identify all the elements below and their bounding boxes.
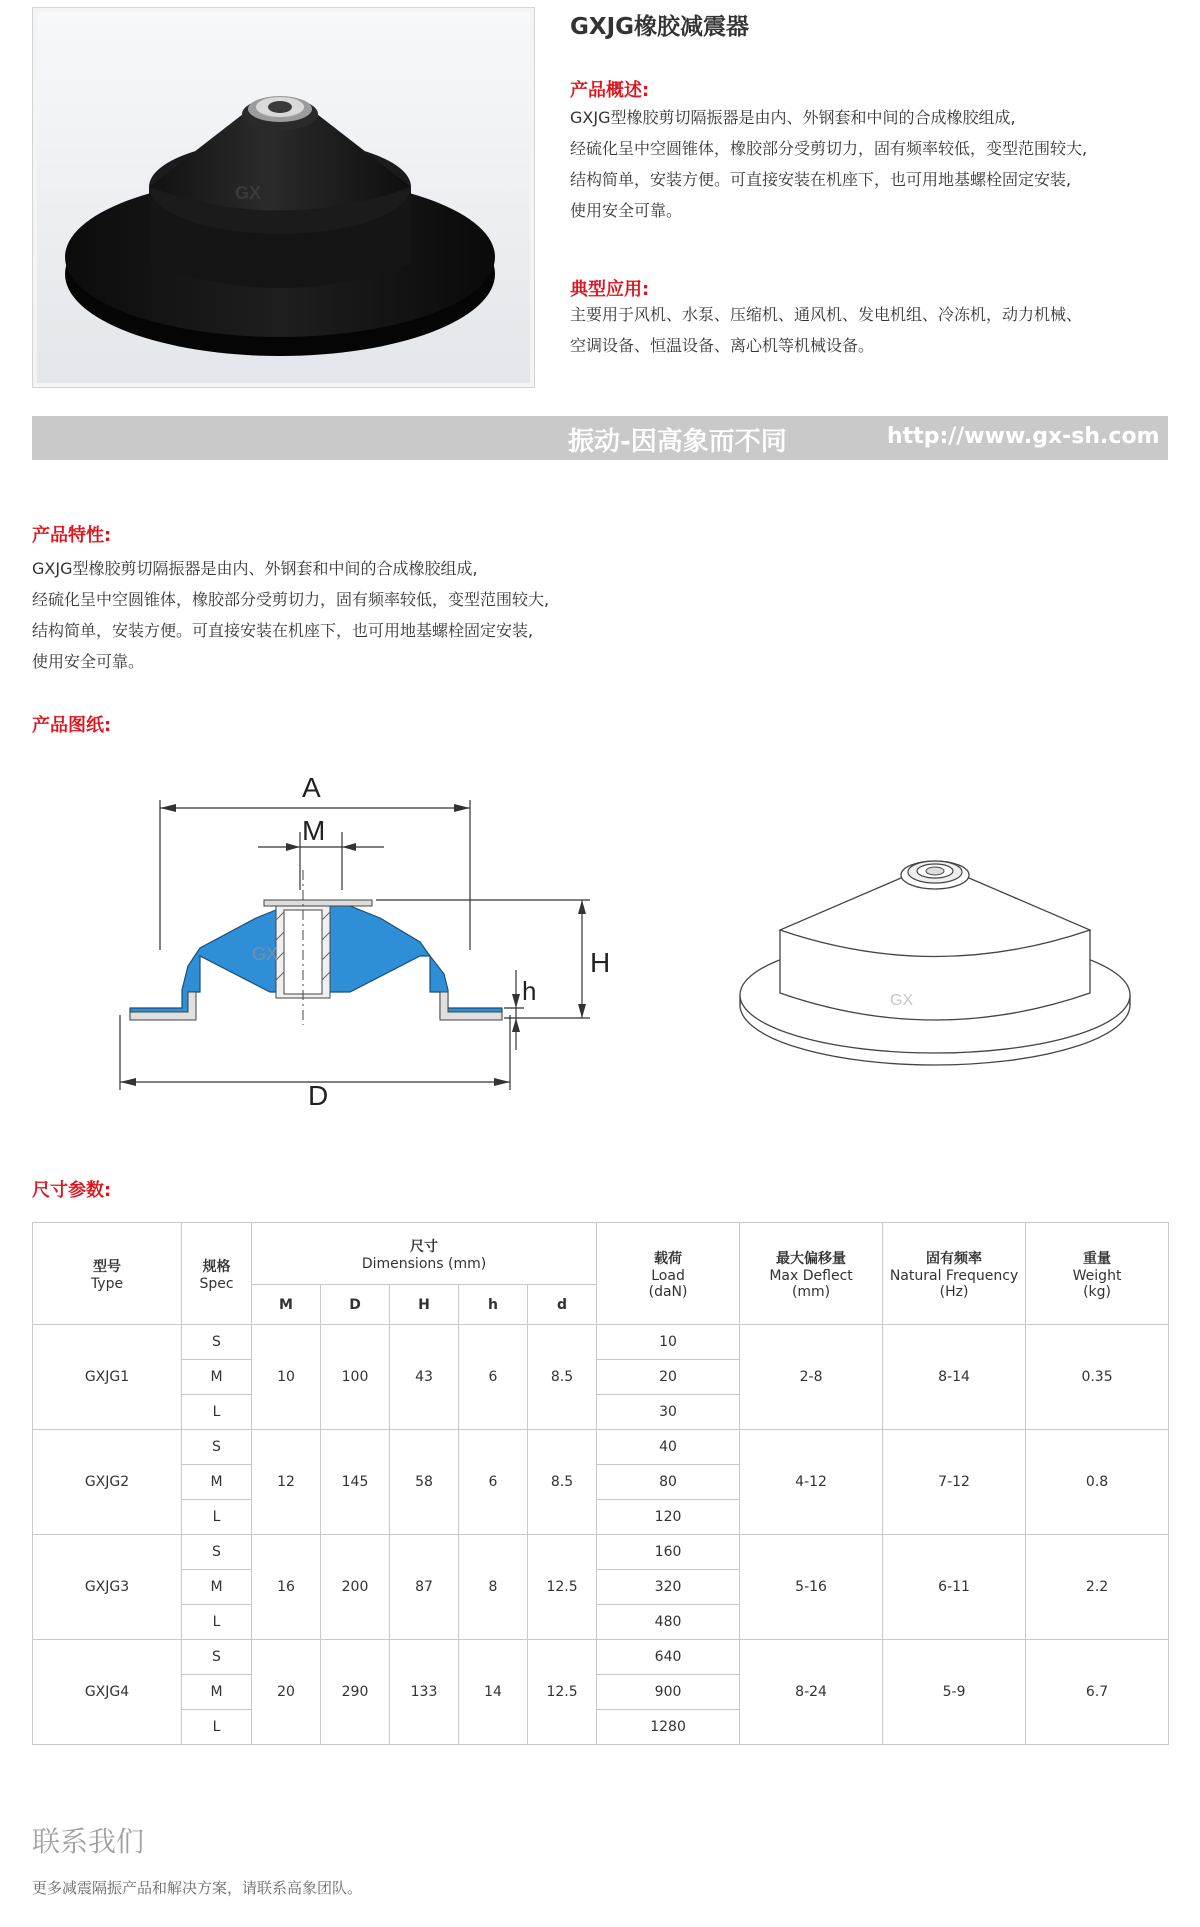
application-line: 空调设备、恒温设备、离心机等机械设备。	[570, 336, 875, 355]
cell-big-h: 87	[390, 1535, 459, 1640]
dim-label-small-h: h	[522, 976, 537, 1006]
overview-line: 结构简单，安装方便。可直接安装在机座下，也可用地基螺栓固定安装,	[570, 170, 1072, 189]
header-sub-small-h: h	[459, 1285, 528, 1325]
cell-load: 40	[597, 1430, 740, 1465]
cell-spec: S	[182, 1640, 252, 1675]
cell-m: 10	[252, 1325, 321, 1430]
header-dimensions: 尺寸 Dimensions (mm)	[252, 1223, 597, 1285]
technical-drawing	[100, 760, 640, 1110]
cell-frequency: 7-12	[883, 1430, 1026, 1535]
cell-load: 10	[597, 1325, 740, 1360]
cell-model: GXJG3	[33, 1535, 182, 1640]
photo-watermark: GX	[235, 183, 262, 203]
cell-d: 100	[321, 1325, 390, 1430]
contact-title: 联系我们	[32, 1825, 145, 1858]
cell-load: 120	[597, 1500, 740, 1535]
cell-m: 20	[252, 1640, 321, 1745]
cell-weight: 0.8	[1026, 1430, 1169, 1535]
header-sub-big-h: H	[390, 1285, 459, 1325]
contact-text: 更多减震隔振产品和解决方案，请联系高象团队。	[32, 1879, 363, 1897]
cell-frequency: 8-14	[883, 1325, 1026, 1430]
header-frequency: 固有频率 Natural Frequency (Hz)	[883, 1223, 1026, 1325]
cell-d: 145	[321, 1430, 390, 1535]
cell-big-h: 43	[390, 1325, 459, 1430]
drawing-heading: 产品图纸:	[32, 715, 112, 736]
cell-frequency: 6-11	[883, 1535, 1026, 1640]
dim-label-m: M	[302, 815, 326, 846]
cell-d: 200	[321, 1535, 390, 1640]
cell-spec: L	[182, 1500, 252, 1535]
drawing-watermark: GX	[252, 944, 279, 964]
cell-spec: L	[182, 1395, 252, 1430]
header-sub-hole-d: d	[528, 1285, 597, 1325]
overview-text	[570, 102, 1087, 226]
product-title: GXJG橡胶减震器	[570, 14, 750, 40]
cell-load: 320	[597, 1570, 740, 1605]
cell-small-h: 8	[459, 1535, 528, 1640]
cell-spec: S	[182, 1535, 252, 1570]
table-row	[33, 1325, 1169, 1360]
cell-load: 1280	[597, 1710, 740, 1745]
cell-spec: M	[182, 1465, 252, 1500]
cell-spec: M	[182, 1570, 252, 1605]
cell-load: 640	[597, 1640, 740, 1675]
table-row	[33, 1535, 1169, 1570]
header-sub-m: M	[252, 1285, 321, 1325]
feature-line: 使用安全可靠。	[32, 652, 145, 671]
cell-load: 160	[597, 1535, 740, 1570]
table-row	[33, 1430, 1169, 1465]
cell-spec: S	[182, 1430, 252, 1465]
cell-load: 20	[597, 1360, 740, 1395]
feature-line: 结构简单，安装方便。可直接安装在机座下，也可用地基螺栓固定安装,	[32, 621, 534, 640]
cell-m: 12	[252, 1430, 321, 1535]
features-text	[32, 553, 549, 677]
rubber-mount-render	[37, 12, 532, 385]
cell-load: 30	[597, 1395, 740, 1430]
banner-url[interactable]: http://www.gx-sh.com	[887, 424, 1160, 449]
cell-model: GXJG4	[33, 1640, 182, 1745]
overview-line: 经硫化呈中空圆锥体，橡胶部分受剪切力，固有频率较低，变型范围较大,	[570, 139, 1088, 158]
cell-load: 480	[597, 1605, 740, 1640]
cell-small-h: 14	[459, 1640, 528, 1745]
header-spec: 规格 Spec	[182, 1223, 252, 1325]
cell-weight: 6.7	[1026, 1640, 1169, 1745]
spec-heading: 尺寸参数:	[32, 1180, 112, 1201]
outline-watermark: GX	[890, 992, 914, 1009]
cell-spec: L	[182, 1710, 252, 1745]
cell-big-h: 133	[390, 1640, 459, 1745]
cell-deflect: 4-12	[740, 1430, 883, 1535]
feature-line: GXJG型橡胶剪切隔振器是由内、外钢套和中间的合成橡胶组成,	[32, 559, 478, 578]
cell-load: 80	[597, 1465, 740, 1500]
header-weight: 重量 Weight (kg)	[1026, 1223, 1169, 1325]
banner-slogan: 振动-因高象而不同	[568, 427, 787, 457]
slogan-banner	[32, 416, 1168, 460]
cell-weight: 0.35	[1026, 1325, 1169, 1430]
header-sub-d: D	[321, 1285, 390, 1325]
application-heading: 典型应用:	[570, 279, 650, 300]
application-line: 主要用于风机、水泵、压缩机、通风机、发电机组、冷冻机，动力机械、	[570, 305, 1083, 324]
cell-deflect: 8-24	[740, 1640, 883, 1745]
product-photo	[32, 7, 535, 388]
feature-line: 经硫化呈中空圆锥体，橡胶部分受剪切力，固有频率较低，变型范围较大,	[32, 590, 550, 609]
cell-load: 900	[597, 1675, 740, 1710]
cell-spec: M	[182, 1360, 252, 1395]
table-row	[33, 1640, 1169, 1675]
cell-weight: 2.2	[1026, 1535, 1169, 1640]
cell-deflect: 5-16	[740, 1535, 883, 1640]
dim-label-big-h: H	[590, 947, 611, 978]
dim-label-d: D	[308, 1080, 329, 1110]
dim-label-a: A	[302, 772, 321, 803]
overview-line: GXJG型橡胶剪切隔振器是由内、外钢套和中间的合成橡胶组成,	[570, 108, 1016, 127]
cell-small-h: 6	[459, 1325, 528, 1430]
application-text	[570, 299, 1082, 361]
cell-hole-d: 12.5	[528, 1535, 597, 1640]
header-deflect: 最大偏移量 Max Deflect (mm)	[740, 1223, 883, 1325]
spec-table	[32, 1222, 1169, 1745]
cell-spec: L	[182, 1605, 252, 1640]
cell-spec: M	[182, 1675, 252, 1710]
cell-m: 16	[252, 1535, 321, 1640]
outline-drawing	[730, 845, 1140, 1070]
features-heading: 产品特性:	[32, 525, 112, 546]
cell-hole-d: 8.5	[528, 1325, 597, 1430]
cell-frequency: 5-9	[883, 1640, 1026, 1745]
header-model: 型号 Type	[33, 1223, 182, 1325]
cell-hole-d: 8.5	[528, 1430, 597, 1535]
header-load: 载荷 Load (daN)	[597, 1223, 740, 1325]
cell-small-h: 6	[459, 1430, 528, 1535]
cell-spec: S	[182, 1325, 252, 1360]
overview-line: 使用安全可靠。	[570, 201, 683, 220]
cell-d: 290	[321, 1640, 390, 1745]
cell-hole-d: 12.5	[528, 1640, 597, 1745]
overview-heading: 产品概述:	[570, 80, 650, 101]
cell-model: GXJG2	[33, 1430, 182, 1535]
cell-model: GXJG1	[33, 1325, 182, 1430]
cell-deflect: 2-8	[740, 1325, 883, 1430]
cell-big-h: 58	[390, 1430, 459, 1535]
